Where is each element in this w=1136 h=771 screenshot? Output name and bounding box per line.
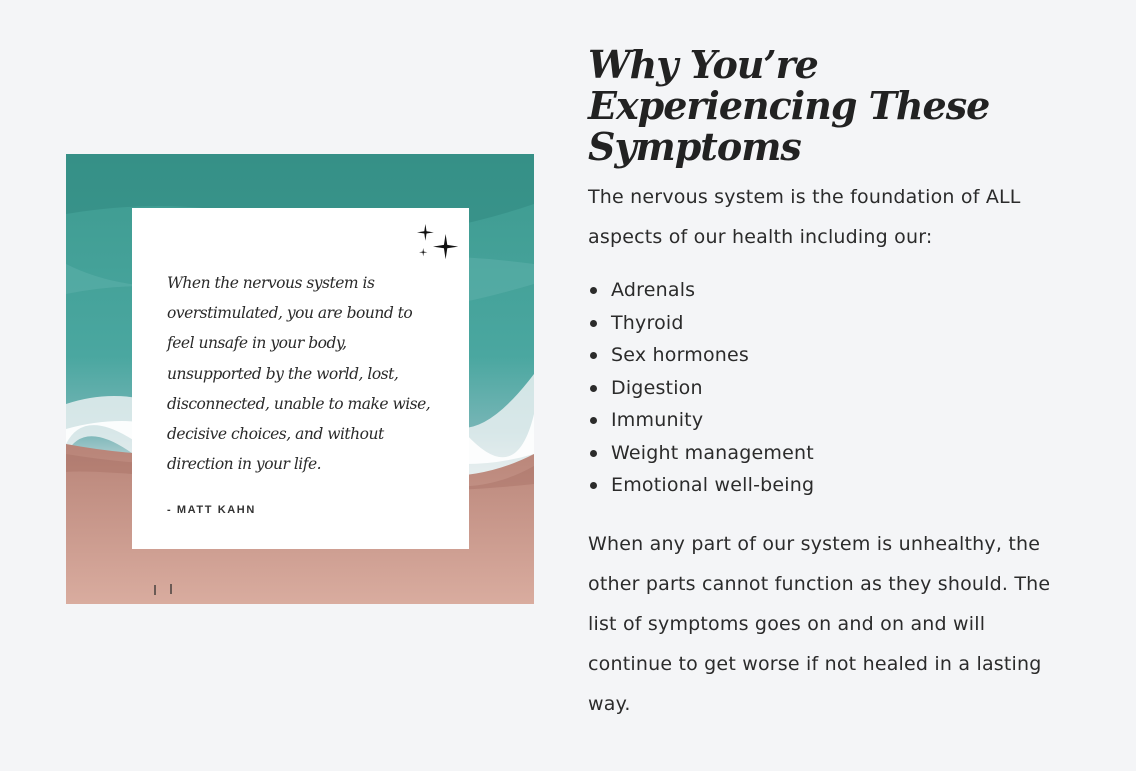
content-column xyxy=(588,44,1068,724)
list-item xyxy=(588,307,1068,340)
bullet-icon xyxy=(590,482,597,489)
list-item xyxy=(588,274,1068,307)
list-item xyxy=(588,404,1068,437)
list-item-label: Adrenals xyxy=(611,279,696,301)
list-item-label: Digestion xyxy=(611,376,703,399)
bullet-icon xyxy=(590,287,597,294)
list-item xyxy=(588,469,1068,502)
quote-text: When the nervous system is overstimulated, you are bound to feel unsafe in your body, unsupported by the world, lost, disconnected, unable to make wise, decisive choices, and without direction in your life. xyxy=(167,274,431,474)
list-item-label: Thyroid xyxy=(611,311,684,334)
list-item xyxy=(588,372,1068,405)
list-item-label: Sex hormones xyxy=(611,344,750,366)
bullet-icon xyxy=(590,320,597,327)
bullet-icon xyxy=(590,385,597,392)
list-item xyxy=(588,437,1068,470)
bullet-icon xyxy=(590,450,597,457)
intro-paragraph: The nervous system is the foundation of ALL aspects of our health including our: xyxy=(588,186,1021,248)
bullet-icon xyxy=(590,352,597,359)
outro-paragraph: When any part of our system is unhealthy, the other parts cannot function as they should. The list of symptoms goes on and on and will continue to get worse if not healed in a lasting way. xyxy=(588,532,1051,715)
bullet-icon xyxy=(590,417,597,424)
section-title: Why You’re Experiencing These Symptoms xyxy=(588,42,990,169)
quote-image xyxy=(66,154,534,604)
quote-card xyxy=(132,208,469,549)
symptom-list xyxy=(588,274,1068,502)
list-item-label: Immunity xyxy=(611,409,704,431)
list-item-label: Weight management xyxy=(611,441,814,464)
list-item-label: Emotional well-being xyxy=(611,474,815,496)
sparkle-icon xyxy=(415,222,459,262)
quote-author: - MATT KAHN xyxy=(167,504,256,516)
list-item xyxy=(588,339,1068,372)
